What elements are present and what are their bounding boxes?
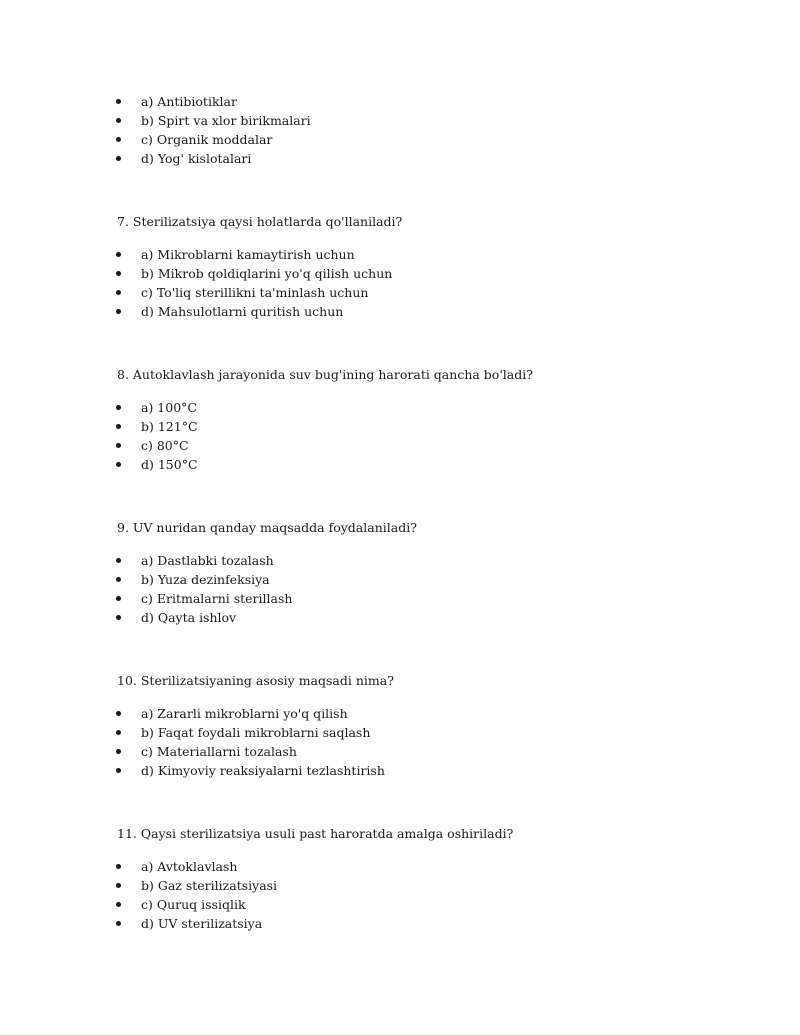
bullet-icon	[116, 271, 121, 276]
bullet-icon	[116, 558, 121, 563]
bullet-icon	[116, 156, 121, 161]
document-page: a) Antibiotiklar b) Spirt va xlor birikmalari c) Organik moddalar d) Yog' kislotalari 7. Sterilizatsiya qaysi holatlarda qo'llaniladi? a) Mikroblarni kamaytirish uchun b) Mikrob qoldiqlarini yo'q qilish uchun c) To'liq sterillikni ta'minlash uchun d) Mahsulotlarni quritish uchun 8. Autoklavlash jarayonida suv bug'ining harorati qancha bo'ladi? a) 100°C b) 121°C c) 80°C d) 150°C 9. UV nuridan qanday maqsadda foydalaniladi? a) Dastlabki tozalash b) Yuza dezinfeksiya c) Eritmalarni sterillash d) Qayta ishlov 10. Sterilizatsiyaning asosiy maqsadi nima? a) Zararli mikroblarni yo'q qilish b) Faqat foydali mikroblarni saqlash c) Materiallarni tozalash d) Kimyoviy reaksiyalarni tezlashtirish 11. Qaysi sterilizatsiya usuli past haroratda amalga oshiriladi? a) Avtoklavlash b) Gaz sterilizatsiyasi c) Quruq issiqlik d) UV sterilizatsiya	[117, 94, 533, 932]
bullet-icon	[116, 252, 121, 257]
bullet-icon	[116, 309, 121, 314]
question-text: 8. Autoklavlash jarayonida suv bug'ining harorati qancha bo'ladi?	[117, 367, 533, 382]
bullet-icon	[116, 118, 121, 123]
bullet-icon	[116, 883, 121, 888]
bullet-icon	[116, 596, 121, 601]
bullet-icon	[116, 462, 121, 467]
bullet-icon	[116, 730, 121, 735]
bullet-icon	[116, 405, 121, 410]
bullet-icon	[116, 615, 121, 620]
bullet-icon	[116, 921, 121, 926]
bullet-icon	[116, 864, 121, 869]
bullet-icon	[116, 768, 121, 773]
question-text: 10. Sterilizatsiyaning asosiy maqsadi nima?	[117, 673, 394, 688]
bullet-icon	[116, 137, 121, 142]
bullet-icon	[116, 711, 121, 716]
question-text: 11. Qaysi sterilizatsiya usuli past haroratda amalga oshiriladi?	[117, 826, 514, 841]
bullet-icon	[116, 99, 121, 104]
question-text: 7. Sterilizatsiya qaysi holatlarda qo'llaniladi?	[117, 214, 403, 229]
bullet-icon	[116, 290, 121, 295]
bullet-icon	[116, 577, 121, 582]
question-text: 9. UV nuridan qanday maqsadda foydalaniladi?	[117, 520, 417, 535]
bullet-icon	[116, 443, 121, 448]
bullet-icon	[116, 424, 121, 429]
bullet-icon	[116, 902, 121, 907]
bullet-icon	[116, 749, 121, 754]
